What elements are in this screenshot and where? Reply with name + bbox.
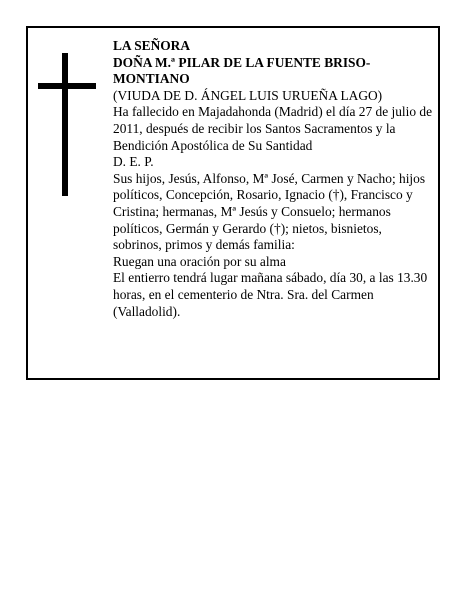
obituary-text-block bbox=[113, 38, 433, 320]
family-paragraph: Sus hijos, Jesús, Alfonso, Mª José, Carmen y Nacho; hijos políticos, Concepción, Rosario, Ignacio (†), Francisco y Cristina; hermanas, Mª Jesús y Consuelo; hermanos políticos, Germán y Gerardo (†); nietos, bisnietos, sobrinos, primos y demás familia: bbox=[113, 170, 426, 253]
notice-title: LA SEÑORA bbox=[113, 38, 191, 53]
widow-of-line: (VIUDA DE D. ÁNGEL LUIS URUEÑA LAGO) bbox=[113, 87, 383, 103]
prayer-line: Ruegan una oración por su alma bbox=[113, 253, 286, 269]
deceased-name: DOÑA M.ª PILAR DE LA FUENTE BRISO-MONTIANO bbox=[113, 54, 371, 87]
rip-line: D. E. P. bbox=[113, 154, 154, 170]
passing-paragraph: Ha fallecido en Majadahonda (Madrid) el día 27 de julio de 2011, después de recibir los Santos Sacramentos y la Bendición Apostólica de Su Santidad bbox=[113, 104, 433, 153]
burial-paragraph: El entierro tendrá lugar mañana sábado, día 30, a las 13.30 horas, en el cementerio de Ntra. Sra. del Carmen (Valladolid). bbox=[113, 270, 428, 319]
cross-icon bbox=[62, 53, 68, 196]
cross-icon-crossbar bbox=[38, 83, 96, 89]
